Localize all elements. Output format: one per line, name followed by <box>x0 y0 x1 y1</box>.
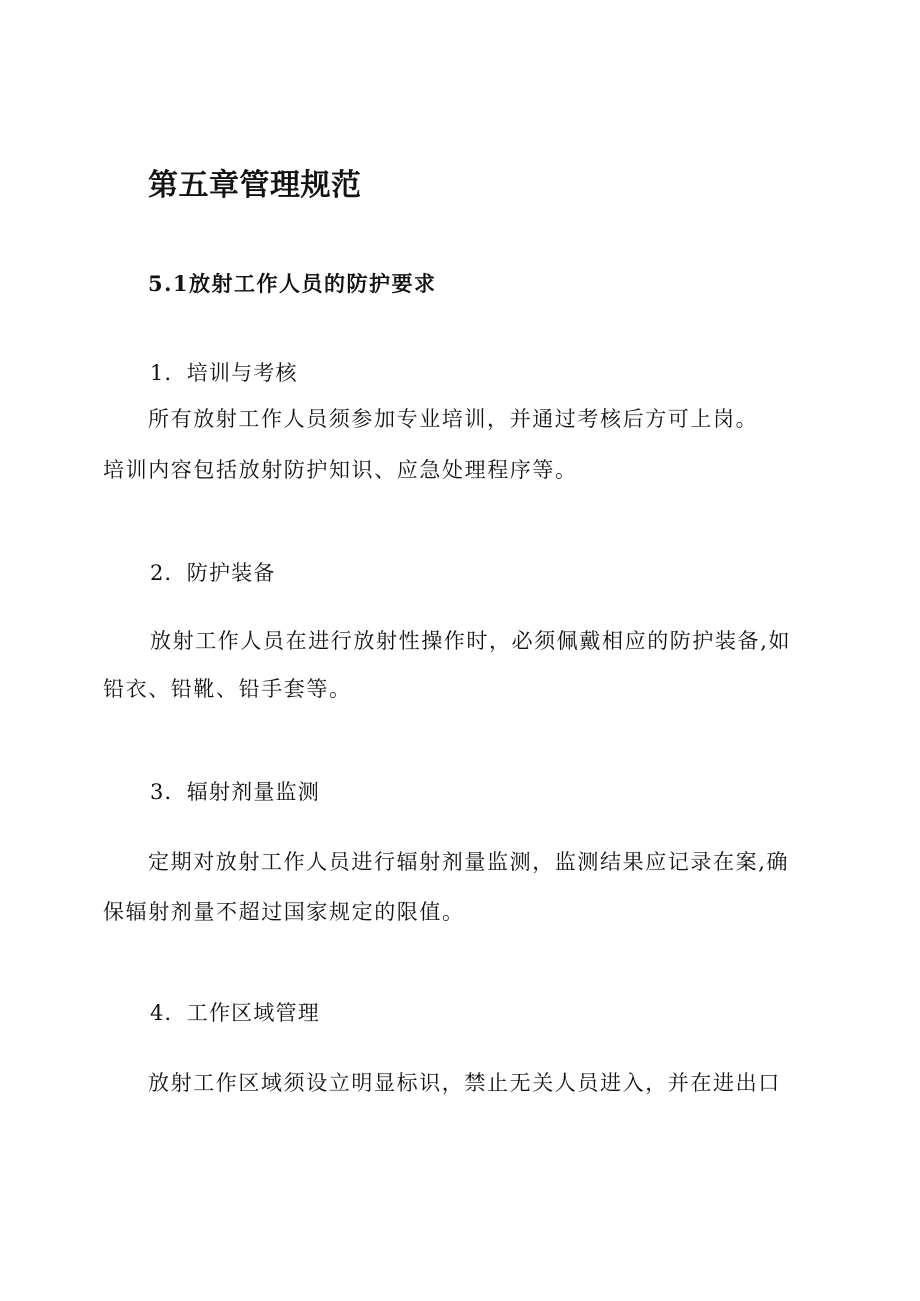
item-body-dose-monitoring-line-1: 定期对放射工作人员进行辐射剂量监测，监测结果应记录在案,确 <box>148 850 790 874</box>
item-heading-training: 1．培训与考核 <box>150 361 298 385</box>
item-body-equipment-line-2: 铅衣、铅靴、铅手套等。 <box>103 677 352 701</box>
item-heading-dose-monitoring: 3．辐射剂量监测 <box>150 780 320 804</box>
section-title: 5.1放射工作人员的防护要求 <box>148 271 437 296</box>
item-body-work-area-line-1: 放射工作区域须设立明显标识，禁止无关人员进入，并在进出口 <box>148 1071 781 1095</box>
item-body-dose-monitoring-line-2: 保辐射剂量不超过国家规定的限值。 <box>103 900 465 924</box>
item-heading-equipment: 2．防护装备 <box>150 561 276 585</box>
item-heading-work-area: 4．工作区域管理 <box>150 1001 320 1025</box>
chapter-title: 第五章管理规范 <box>148 168 362 203</box>
item-body-training-line-1: 所有放射工作人员须参加专业培训，并通过考核后方可上岗。 <box>148 407 759 431</box>
item-body-equipment-line-1: 放射工作人员在进行放射性操作时，必须佩戴相应的防护装备,如 <box>150 629 792 653</box>
item-body-training-line-2: 培训内容包括放射防护知识、应急处理程序等。 <box>103 458 578 482</box>
